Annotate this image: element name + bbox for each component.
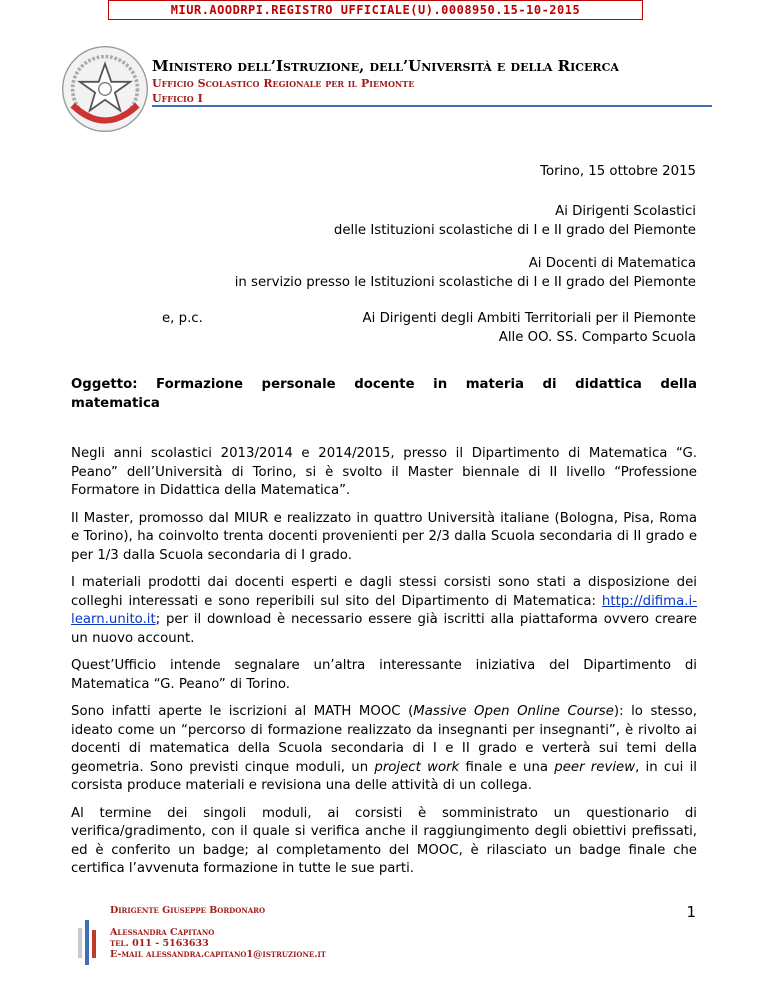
body-text-run: finale e una [459,759,555,775]
protocol-stamp: MIUR.AOODRPI.REGISTRO UFFICIALE(U).0008950.15-10-2015 [108,0,643,20]
body-paragraph: Al termine dei singoli moduli, ai corsisti è somministrato un questionario di verifica/gradimento, con il quale si verifica anche il raggiungimento degli obiettivi prefissati, ed è conferito un badge; al completamento del MOOC, è rilasciato un badge finale che certifica l’avvenuta formazione in tutte le sue parti. [71,805,697,876]
footer-logo-bars [76,920,100,965]
footer-director: Dirigente Giuseppe Bordonaro [110,905,266,916]
recipient-line: delle Istituzioni scolastiche di I e II grado del Piemonte [333,223,696,238]
subject-line [71,375,697,413]
header-divider [152,105,712,107]
dipartimento-link[interactable]: http://difima.i-learn.unito.it [71,593,697,627]
body-text-run: ): lo stesso, ideato come un “percorso di formazione realizzato da insegnanti per insegnanti”, è rivolto ai docenti di matematica della Scuola secondaria di I e II grado e verterà sui temi della geometria. Sono previsti cinque moduli, un [71,704,698,775]
subject-word: personale [261,377,336,392]
recipient-line: in servizio presso le Istituzioni scolastiche di I e II grado del Piemonte [234,275,696,290]
emphasis-text: project work [374,759,460,775]
cc-recipient-line: Alle OO. SS. Comparto Scuola [498,330,696,345]
emphasis-text: Massive Open Online Course [413,704,614,719]
subject-word: docente [354,377,415,392]
recipient-line: Ai Dirigenti Scolastici [555,204,696,219]
body-text-run: ; per il download è necessario essere già iscritti alla piattaforma ovvero creare un nuovo account. [71,612,697,646]
body-paragraph: Quest’Ufficio intende segnalare un’altra interessante iniziativa del Dipartimento di Matematica “G. Peano” di Torino. [71,658,697,692]
ministry-name: Ministero dell’Istruzione, dell’Università e della Ricerca [152,57,619,75]
body-text-run: Sono infatti aperte le iscrizioni al MATH MOOC ( [71,704,414,719]
subject-word: di [542,377,557,392]
letter-body [71,445,697,888]
contact-name: Alessandra Capitano [110,927,215,938]
office-unit: Ufficio I [152,92,203,105]
body-text-run: , in cui il corsista produce materiali e revisiona una delle attività di un collega. [71,759,697,793]
contact-email: E-mail alessandra.capitano1@istruzione.it [110,949,327,960]
emphasis-text: peer review [554,759,636,775]
letter-date: Torino, 15 ottobre 2015 [540,164,696,179]
body-paragraph: Negli anni scolastici 2013/2014 e 2014/2015, presso il Dipartimento di Matematica “G. Peano” dell’Università di Torino, si è svolto il Master biennale di II livello “Professione Formatore in Didattica della Matematica”. [71,446,697,498]
body-paragraph [71,703,697,796]
contact-phone: tel. 011 - 5163633 [110,938,209,949]
subject-line-2: matematica [71,396,160,411]
subject-word: materia [465,377,524,392]
subject-word: in [433,377,448,392]
cc-label: e, p.c. [162,311,203,326]
footer-contact [110,927,326,960]
body-paragraph: Il Master, promosso dal MIUR e realizzato in quattro Università italiane (Bologna, Pisa, Roma e Torino), ha coinvolto trenta docenti provenienti per 2/3 dalla Scuola secondaria di II grado e per 1/3 dalla Scuola secondaria di I grado. [71,510,697,563]
body-paragraph [71,574,697,648]
subject-word: della [660,377,697,392]
page-number: 1 [686,903,696,921]
body-text-run: I materiali prodotti dai docenti esperti e dagli stessi corsisti sono stati a disposizione dei colleghi interessati e sono reperibili sul sito del Dipartimento di Matematica: [71,575,697,609]
recipient-line: Ai Docenti di Matematica [528,256,696,271]
regional-office: Ufficio Scolastico Regionale per il Piemonte [152,77,415,90]
cc-recipient-line: Ai Dirigenti degli Ambiti Territoriali per il Piemonte [362,311,696,326]
subject-word: Formazione [156,377,244,392]
subject-word: didattica [575,377,642,392]
subject-word: Oggetto: [71,377,138,392]
italian-republic-emblem [60,44,150,134]
